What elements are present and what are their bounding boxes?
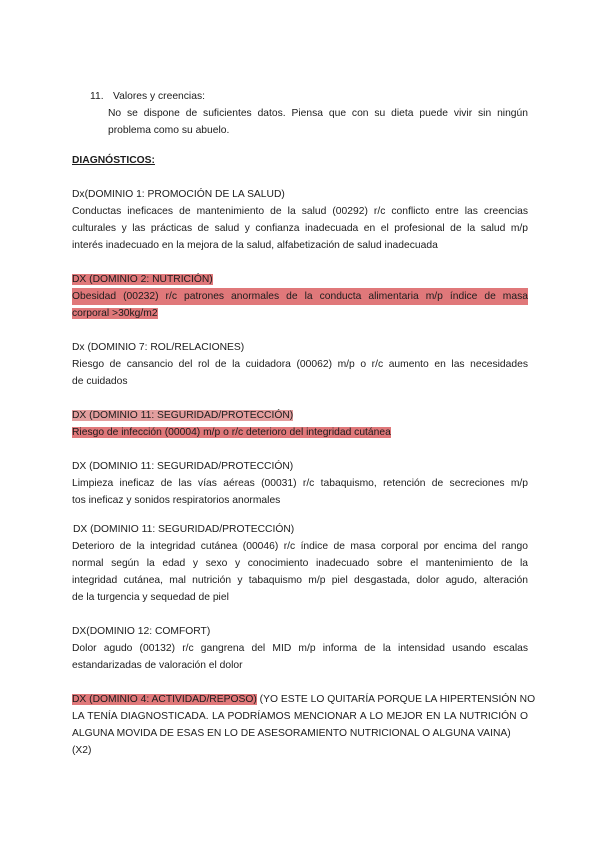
dx-header-highlighted — [72, 271, 213, 288]
dx-text-line: estandarizadas de valoración el dolor — [72, 660, 243, 671]
dx-comment-line: LA TENÍA DIAGNOSTICADA. LA PODRÍAMOS MENCIONAR A LO MEJOR EN LA NUTRICIÓN O — [72, 711, 528, 722]
dx-header: DX(DOMINIO 12: COMFORT) — [72, 626, 211, 637]
dx-header-with-comment — [72, 691, 536, 708]
highlight-mark: DX (DOMINIO 2: NUTRICIÓN) — [72, 274, 213, 285]
dx-text-line: Limpieza ineficaz de las vías aéreas (00031) r/c tabaquismo, retención de secreciones m/p — [72, 478, 528, 489]
dx-text-line-highlighted — [72, 424, 391, 441]
dx-text-line: Conductas ineficaces de mantenimiento de la salud (00292) r/c conflicto entre las creencias — [72, 206, 528, 217]
dx-text-line: integridad cutánea, mal nutrición y tabaquismo m/p piel desgastada, dolor agudo, alteración — [72, 575, 528, 586]
highlight-mark: DX (DOMINIO 11: SEGURIDAD/PROTECCIÓN) — [72, 410, 294, 421]
section-title: Valores y creencias: — [113, 91, 205, 102]
dx-text-line: de la turgencia y sequedad de piel — [72, 592, 229, 603]
highlight-mark: corporal >30kg/m2 — [72, 308, 158, 319]
dx-text-line: Deterioro de la integridad cutánea (00046) r/c índice de masa corporal por encima del rango — [72, 541, 528, 552]
dx-text-line: Dolor agudo (00132) r/c gangrena del MID m/p informa de la intensidad usando escalas — [72, 643, 528, 654]
dx-header: DX (DOMINIO 11: SEGURIDAD/PROTECCIÓN) — [73, 524, 295, 535]
dx-text-line: de cuidados — [72, 376, 128, 387]
dx-text-line: tos ineficaz y sonidos respiratorios anormales — [72, 495, 281, 506]
dx-text-line: culturales y las prácticas de salud y confianza inadecuada en el profesional de la salud m/p — [72, 223, 528, 234]
diagnosticos-heading: DIAGNÓSTICOS: — [72, 155, 155, 166]
dx-header-highlighted — [72, 407, 293, 424]
dx-comment: (YO ESTE LO QUITARÍA PORQUE LA HIPERTENSIÓN NO — [259, 694, 536, 705]
dx-text-line-highlighted: Obesidad (00232) r/c patrones anormales de la conducta alimentaria m/p índice de masa — [72, 288, 528, 305]
highlight-mark: Riesgo de infección (00004) m/p o r/c deterioro del integridad cutánea — [72, 427, 391, 438]
dx-header: DX (DOMINIO 11: SEGURIDAD/PROTECCIÓN) — [72, 461, 294, 472]
dx-text-line-highlighted — [72, 305, 158, 322]
section-text-line: No se dispone de suficientes datos. Piensa que con su dieta puede vivir sin ningún — [108, 108, 528, 119]
dx-text-line: Riesgo de cansancio del rol de la cuidadora (00062) m/p o r/c aumento en las necesidades — [72, 359, 528, 370]
section-text-line: problema como su abuelo. — [108, 125, 230, 136]
dx-text-line: normal según la edad y sexo y conocimiento inadecuado sobre el mantenimiento de la — [72, 558, 528, 569]
dx-header: Dx(DOMINIO 1: PROMOCIÓN DE LA SALUD) — [72, 189, 285, 200]
list-number: 11. — [90, 91, 104, 102]
dx-comment-line: ALGUNA MOVIDA DE ESAS EN LO DE ASESORAMIENTO NUTRICIONAL O ALGUNA VAINA) (X2) — [72, 728, 511, 756]
dx-header: Dx (DOMINIO 7: ROL/RELACIONES) — [72, 342, 245, 353]
dx-text-line: interés inadecuado en la mejora de la salud, alfabetización de salud inadecuada — [72, 240, 438, 251]
dx-header-highlighted: DX (DOMINIO 4: ACTIVIDAD/REPOSO) — [72, 694, 257, 705]
